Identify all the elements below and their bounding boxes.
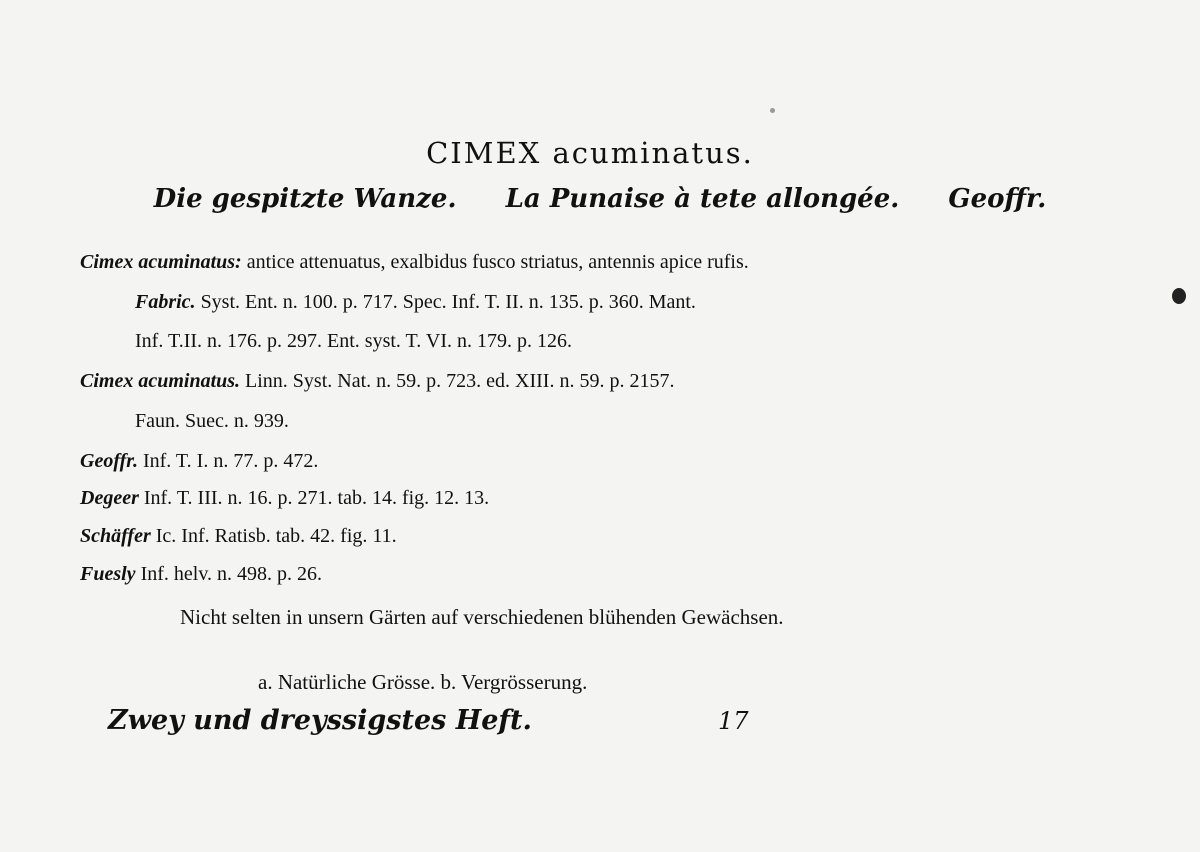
french-name: La Punaise à tete allongée. (505, 184, 900, 214)
reference-text: antice attenuatus, exalbidus fusco striatus, antennis apice rufis. (241, 251, 749, 273)
reference-author: Geoffr. (80, 450, 138, 472)
reference-line (80, 251, 749, 274)
page-number: 17 (718, 707, 749, 735)
reference-text: Syst. Ent. n. 100. p. 717. Spec. Inf. T. II. n. 135. p. 360. Mant. (195, 291, 696, 313)
reference-line (135, 410, 289, 433)
species-common-names (60, 184, 1140, 214)
reference-line (80, 487, 489, 510)
german-name: Die gespitzte Wanze. (153, 184, 457, 214)
reference-line (80, 370, 674, 393)
reference-author: Degeer (80, 487, 139, 509)
reference-text: Inf. helv. n. 498. p. 26. (135, 563, 323, 585)
issue-footer: Zwey und dreyssigstes Heft. (108, 705, 532, 736)
reference-text: Inf. T.II. n. 176. p. 297. Ent. syst. T. VI. n. 179. p. 126. (135, 330, 573, 352)
reference-line (80, 450, 318, 473)
reference-line (135, 291, 696, 314)
ink-spot (1172, 288, 1186, 304)
habitat-note: Nicht selten in unsern Gärten auf verschiedenen blühenden Gewächsen. (180, 605, 784, 629)
reference-text: Linn. Syst. Nat. n. 59. p. 723. ed. XIII. n. 59. p. 2157. (240, 370, 675, 392)
reference-text: Inf. T. I. n. 77. p. 472. (137, 450, 319, 472)
reference-author: Cimex acuminatus. (80, 370, 241, 392)
reference-author: Cimex acuminatus: (80, 251, 242, 273)
reference-text: Faun. Suec. n. 939. (135, 410, 289, 432)
figure-caption: a. Natürliche Grösse. b. Vergrösserung. (258, 670, 588, 694)
reference-author: Fuesly (80, 563, 136, 585)
species-title: CIMEX acuminatus. (426, 136, 754, 170)
reference-author: Fabric. (135, 291, 196, 313)
reference-author: Schäffer (80, 525, 151, 547)
reference-line (135, 330, 572, 353)
reference-line (80, 563, 322, 586)
reference-text: Ic. Inf. Ratisb. tab. 42. fig. 11. (150, 525, 397, 547)
reference-text: Inf. T. III. n. 16. p. 271. tab. 14. fig. 12. 13. (138, 487, 490, 509)
ink-spot (770, 108, 775, 113)
french-source: Geoffr. (948, 184, 1047, 214)
reference-line (80, 525, 397, 548)
